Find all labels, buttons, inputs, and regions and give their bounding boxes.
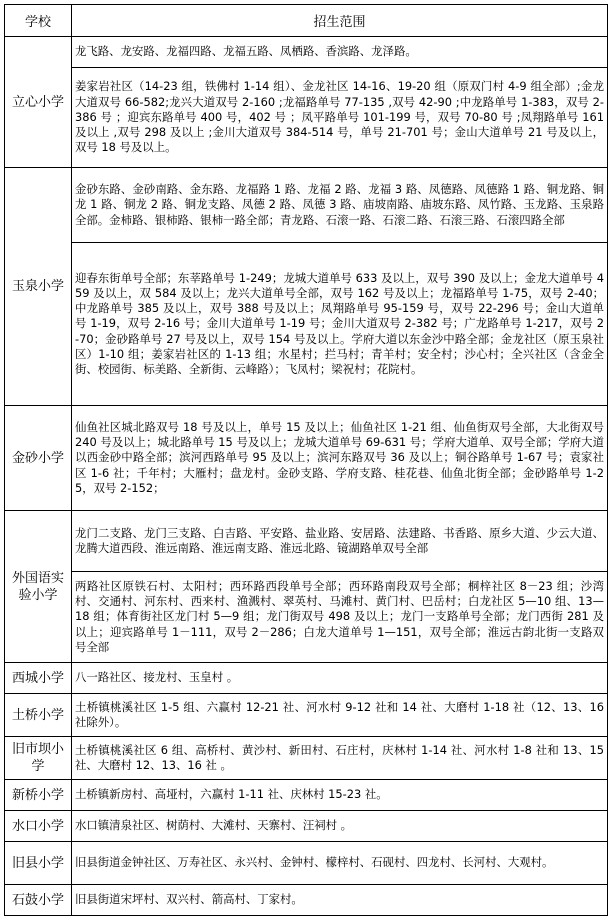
range-text: 仙鱼社区城北路双号 18 号及以上，单号 15 及以上；仙鱼社区 1-21 组、仙鱼街双号全部，大北街双号 240 号及以上；城北路单号 15 号及以上；龙城大道单号 69-631 号；学府大道单、双号全部；学府大道以西金砂中路全部；滨河西路单号 95 及以上；滨河东路双号 36 及以上；铜谷路单号 1-67 号；袁家社区 1-6 社；千年村；大雁村；盘龙村。金砂支路、学府支路、桂花巷、仙鱼北街全部；金砂路单号 1-25，双号 2-152；: [72, 406, 608, 511]
range-text: 土桥镇桃溪社区 1-5 组、六赢村 12-21 社、河水村 9-12 社和 14 社、大磨村 1-18 社（12、13、16 社除外）。: [72, 694, 608, 737]
table-row: [5, 511, 608, 572]
table-row: [5, 737, 608, 780]
range-text: 土桥镇桃溪社区 6 组、高桥村、黄沙村、新田村、石庄村，庆林村 1-14 社、河水村 1-8 社和 13、15 社、大磨村 12、13、16 社 。: [72, 737, 608, 780]
school-name: 新桥小学: [5, 780, 72, 811]
table-row: [5, 243, 608, 406]
table-row: [5, 37, 608, 68]
school-name: 土桥小学: [5, 694, 72, 737]
range-text: 水口镇清泉社区、树荫村、大滩村、天寨村、汪祠村 。: [72, 811, 608, 842]
header-school: 学校: [5, 5, 72, 37]
school-name: 外国语实验小学: [5, 511, 72, 663]
range-text: 旧县街道宋坪村、双兴村、箭高村、丁家村。: [72, 885, 608, 916]
school-name: 金砂小学: [5, 406, 72, 511]
school-name: 旧县小学: [5, 842, 72, 885]
table-row: [5, 842, 608, 885]
table-row: [5, 572, 608, 663]
range-text: 土桥镇新房村、高垭村，六赢村 1-11 社、庆林村 15-23 社。: [72, 780, 608, 811]
table-row: [5, 885, 608, 916]
table-row: [5, 663, 608, 694]
enrollment-table: [4, 4, 608, 916]
table-row: [5, 811, 608, 842]
range-text: 两路社区原铁石村、太阳村；西环路西段单号全部；西环路南段双号全部；桐梓社区 8－23 组；沙湾村、交通村、河东村、西来村、渔溅村、翠英村、马滩村、黄门村、巴岳村；白龙社区 5—10 组、13—18 组；体育街社区龙门村 5—9 组；龙门街双号 498 及以上；龙门一支路单号全部；龙门西街 281 及以上；迎宾路单号 1－111，双号 2－286；白龙大道单号 1—151，双号全部；淮远古韵北街一支路双号全部: [72, 572, 608, 663]
table-body: [5, 37, 608, 916]
table-row: [5, 68, 608, 168]
range-text: 八一路社区、接龙村、玉皇村 。: [72, 663, 608, 694]
school-name: 石鼓小学: [5, 885, 72, 916]
table-row: [5, 694, 608, 737]
range-text: 迎春东街单号全部；东莘路单号 1-249；龙城大道单号 633 及以上，双号 390 及以上；金龙大道单号 459 及以上，双 584 及以上；龙兴大道单号全部，双号 162 号及以上；龙福路单号 1-75，双号 2-40；中龙路单号 385 及以上，双号 388 号及以上；凤翔路单号 95-159 号，双号 22-296 号；金山大道单号 1-19，双号 2-16 号；金川大道单号 1-19 号；金川大道双号 2-382 号；广龙路单号 1-217，双号 2-70；金砂路单号 27 号及以上，双号 154 号及以上。学府大道以东金沙中路全部；金龙社区（原玉泉社区）1-10 组；姜家岩社区的 1-13 组；水星村；拦马村；青羊村；安全村；沙心村；全兴社区（含金全街、校园街、标美路、全新街、云峰路）；飞凤村；梁祝村；花院村。: [72, 243, 608, 406]
school-name: 旧市坝小学: [5, 737, 72, 780]
table-header-row: [5, 5, 608, 37]
header-range: 招生范围: [72, 5, 608, 37]
range-text: 金砂东路、金砂南路、金东路、龙福路 1 路、龙福 2 路、龙福 3 路、凤德路、凤德路 1 路、铜龙路、铜龙 1 路、铜龙 2 路、铜龙支路、凤德 2 路、凤德 3 路、庙坡南路、庙坡东路、凤竹路、玉龙路、玉泉路全部。金柿路、银柿路、银柿一路全部；青龙路、石滚一路、石滚二路、石滚三路、石滚四路全部: [72, 168, 608, 243]
range-text: 龙飞路、龙安路、龙福四路、龙福五路、凤栖路、香滨路、龙泽路。: [72, 37, 608, 68]
table-row: [5, 406, 608, 511]
school-name: 玉泉小学: [5, 168, 72, 406]
range-text: 姜家岩社区（14-23 组，铁佛村 1-14 组）、金龙社区 14-16、19-20 组（原双门村 4-9 组全部）;金龙大道双号 66-582;龙兴大道双号 2-160 ;龙福路单号 77-135 ,双号 42-90 ;中龙路单号 1-383，双号 2-386 号 ；迎宾东路单号 400 号，402 号 ；凤平路单号 101-199 号，双号 70-80 号 ;凤翔路单号 161 及以上 ,双号 298 及以上 ;金川大道双号 384-514 号，单号 21-701 号；金山大道单号 21 号及以上，双号 18 号及以上。: [72, 68, 608, 168]
school-name: 水口小学: [5, 811, 72, 842]
range-text: 龙门二支路、龙门三支路、白吉路、平安路、盐业路、安居路、法建路、书香路、原乡大道、少云大道、龙腾大道西段、淮远南路、淮远南支路、淮远北路、镜湖路单双号全部: [72, 511, 608, 572]
range-text: 旧县街道金钟社区、万寿社区、永兴村、金钟村、檬梓村、石砚村、四龙村、长河村、大观村。: [72, 842, 608, 885]
school-name: 西城小学: [5, 663, 72, 694]
school-name: 立心小学: [5, 37, 72, 168]
table-row: [5, 780, 608, 811]
table-row: [5, 168, 608, 243]
